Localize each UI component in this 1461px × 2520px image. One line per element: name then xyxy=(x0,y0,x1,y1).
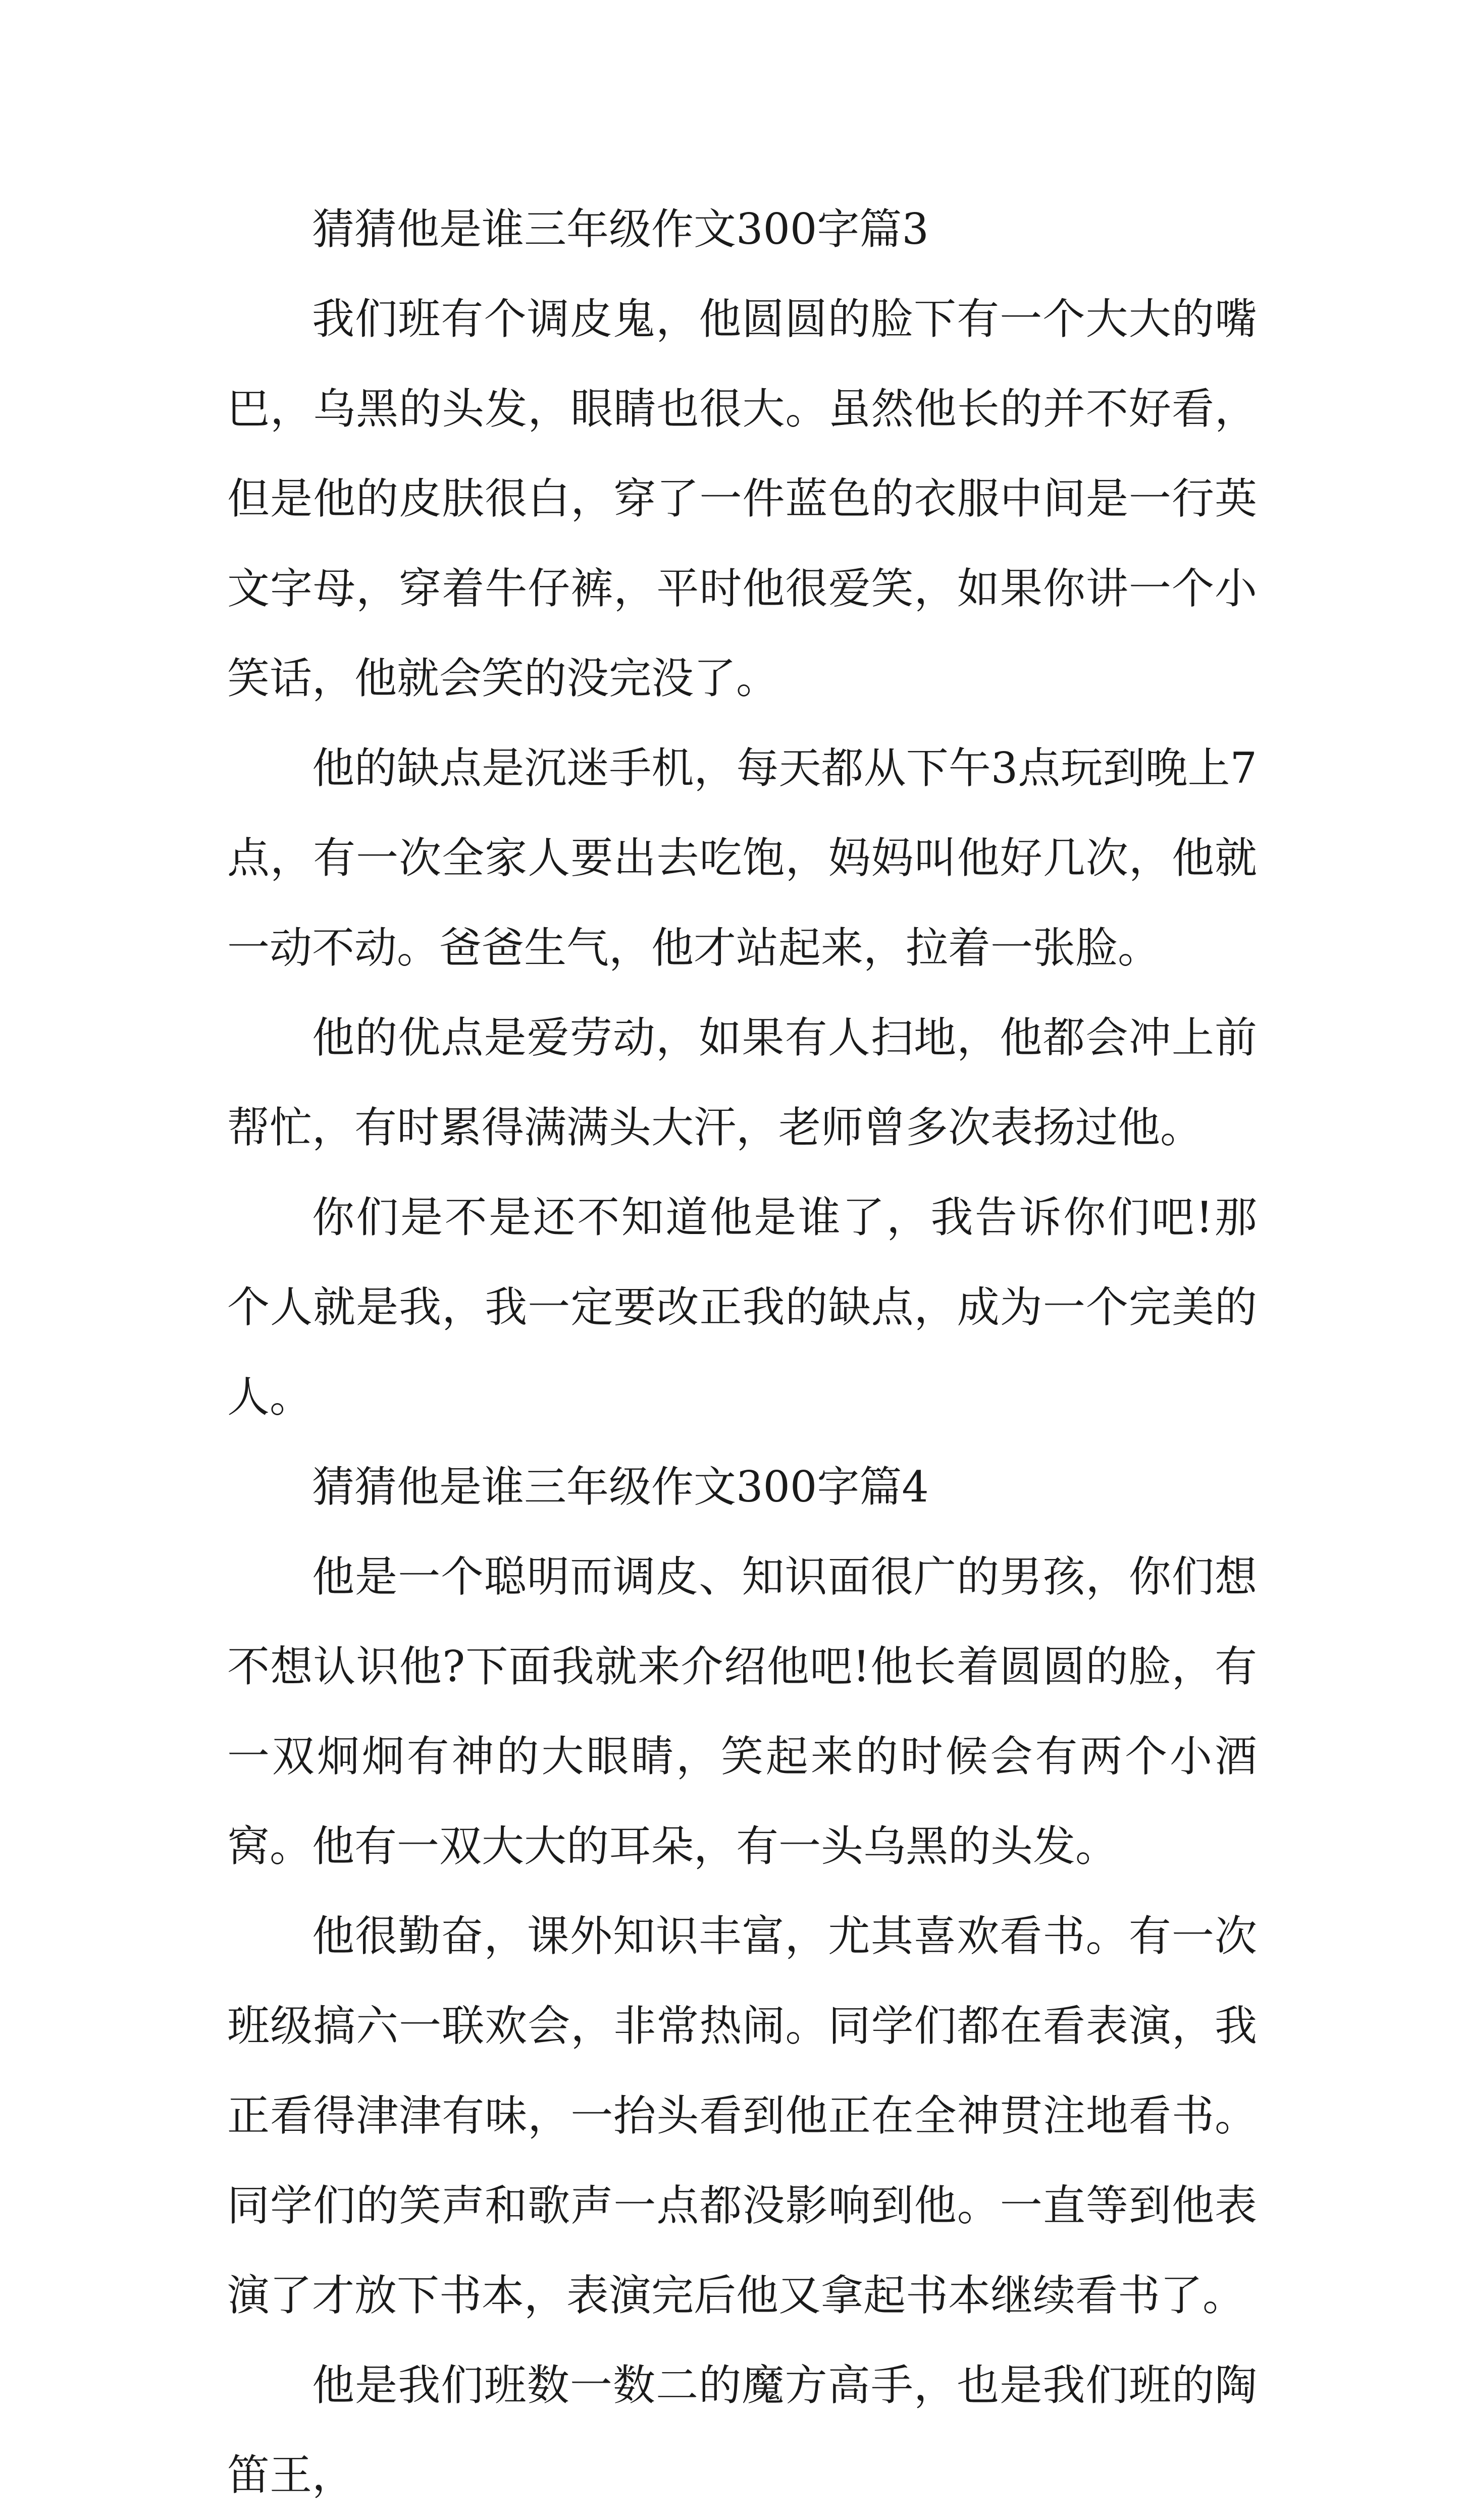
paragraph: 你们是不是还不知道他是谁了，我告诉你们吧!那个人就是我，我一定要改正我的缺点，成为一个完美的人。 xyxy=(227,1193,1257,1422)
section-heading-4: 猜猜他是谁三年级作文300字篇4 xyxy=(312,1462,929,1512)
paragraph: 他的优点是爱劳动，如果有人扫地，他都会冲上前帮忙，有时累得满满头大汗，老师曾多次表扬过他。 xyxy=(227,1013,1257,1152)
paragraph: 我们班有个调皮鬼，他圆圆的脸下有一个大大的嘴巴，乌黑的头发，眼睛也很大。虽然他长的并不好看，但是他的皮肤很白，穿了一件蓝色的衣服中间是一行英文字母，穿着牛仔裤，平时他很爱笑，如果你讲一个小笑话，他就会笑的没完没了。 xyxy=(227,294,1257,703)
paragraph: 他是我们班数一数二的魔方高手，也是我们班的陶笛王， xyxy=(227,2361,1257,2500)
paragraph: 他很勤奋，课外知识丰富，尤其喜欢看书。有一次班级搞六一联欢会，非常热闹。同学们都在看表演，我正看得津津有味，一抬头看到他正在全神贯注地看书。同学们的笑声和歌声一点都没影响到他。一直等到他表演了才放下书本，表演完后他又拿起书本继续看书了。 xyxy=(227,1911,1257,2320)
section-heading-3: 猜猜他是谁三年级作文300字篇3 xyxy=(312,204,929,254)
paragraph: 他是一个聪明而调皮、知识面很广的男孩，你们想不想认识他?下面我就来介绍他吧!他长着圆圆的脸，有一双炯炯有神的大眼睛，笑起来的时候会有两个小酒窝。他有一双大大的耳朵，有一头乌黑的头发。 xyxy=(227,1552,1257,1871)
document-body xyxy=(227,184,1257,2520)
paragraph: 他的缺点是沉迷手机，每天都从下午3点玩到晚上7点，有一次全家人要出去吃饱，妈妈叫他好几次，他就一动不动。爸爸生气，他才站起来，拉着一张脸。 xyxy=(227,743,1257,973)
